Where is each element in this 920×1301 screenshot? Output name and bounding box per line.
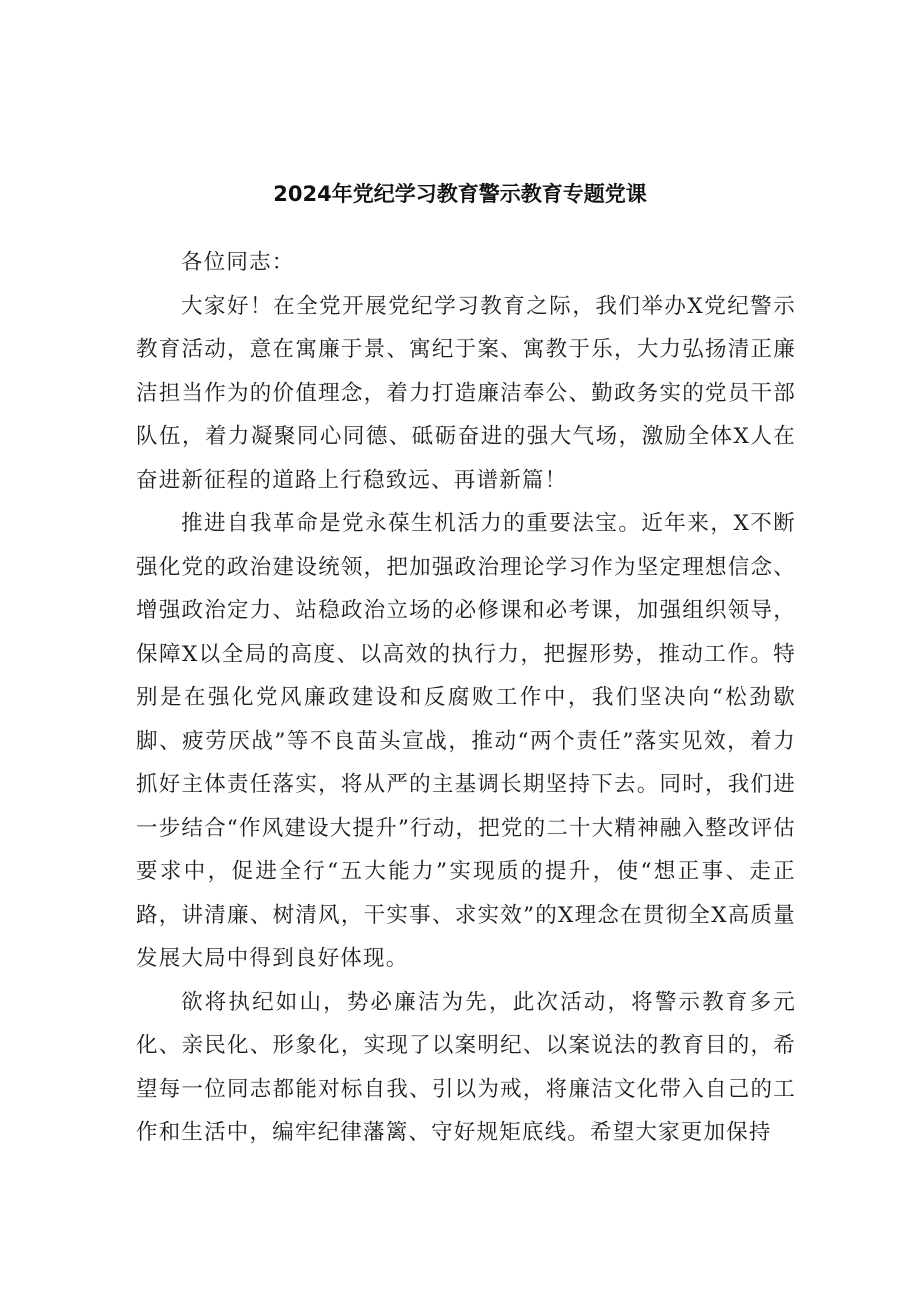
paragraph-3: 欲将执纪如山，势必廉洁为先，此次活动，将警示教育多元化、亲民化、形象化，实现了以案明纪、以案说法的教育目的，希望每一位同志都能对标自我、引以为戒，将廉洁文化带入自己的工作和生活中，编牢纪律藩篱、守好规矩底线。希望大家更加保持 xyxy=(136,989,796,1145)
document-title: 2024年党纪学习教育警示教育专题党课 xyxy=(273,182,647,206)
paragraph-1: 大家好！在全党开展党纪学习教育之际，我们举办X党纪警示教育活动，意在寓廉于景、寓纪于案、寓教于乐，大力弘扬清正廉洁担当作为的价值理念，着力打造廉洁奉公、勤政务实的党员干部队伍，着力凝聚同心同德、砥砺奋进的强大气场，激励全体X人在奋进新征程的道路上行稳致远、再谱新篇！ xyxy=(136,293,796,493)
paragraph-2: 推进自我革命是党永葆生机活力的重要法宝。近年来，X不断强化党的政治建设统领，把加强政治理论学习作为坚定理想信念、增强政治定力、站稳政治立场的必修课和必考课，加强组织领导，保障X以全局的高度、以高效的执行力，把握形势，推动工作。特别是在强化党风廉政建设和反腐败工作中，我们坚决向“松劲歇脚、疲劳厌战”等不良苗头宣战，推动“两个责任”落实见效，着力抓好主体责任落实，将从严的主基调长期坚持下去。同时，我们进一步结合“作风建设大提升”行动，把党的二十大精神融入整改评估要求中，促进全行“五大能力”实现质的提升，使“想正事、走正路，讲清廉、树清风，干实事、求实效”的X理念在贯彻全X高质量发展大局中得到良好体现。 xyxy=(136,511,796,971)
salutation: 各位同志： xyxy=(181,250,295,275)
document-body xyxy=(136,241,796,1155)
